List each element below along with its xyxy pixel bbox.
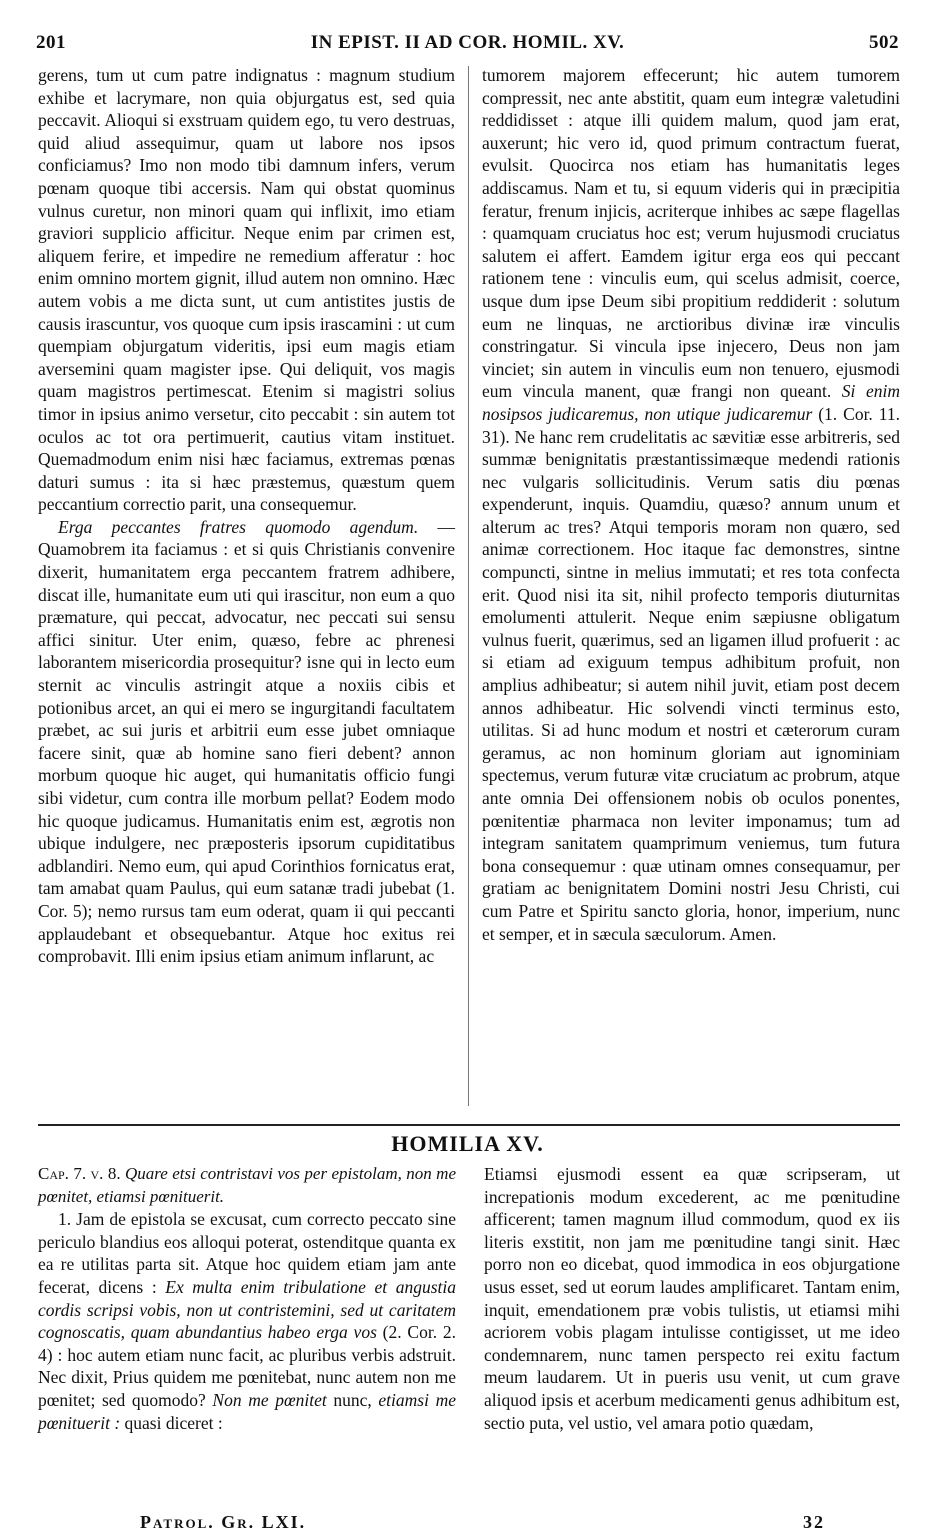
bottom-left-column (38, 1163, 456, 1434)
paragraph-text: quasi diceret : (120, 1412, 223, 1433)
running-header (36, 32, 899, 58)
page-footer (140, 1512, 825, 1536)
verse-text: Quare etsi contristavi vos per epistolam, non me pœnitet, etiamsi pœnituerit. (38, 1164, 456, 1206)
bottom-right-column (484, 1163, 900, 1434)
paragraph-text: Jam de epistola se excusat, cum correcto peccato sine periculo blandius eos alloqui poterat, ostenditque quanta ex ea re utilitas parta sit. Atque hoc quidem etiam jam ante fecerat, dicens : (38, 1209, 456, 1297)
paragraph-number: 1. (58, 1209, 72, 1230)
paragraph: Etiamsi ejusmodi essent ea quæ scripseram, ut increpationis modum excederent, ac me pœnitudine afficerent; tamen magnum illud commodum, quod ex iis literis exstitit, non jam me pœnitudine tangi sinit. Hæc porro non eo dicebat, quod immodica in eos objurgatione usus esset, sed ut eorum laudes amplificaret. Tantam enim, inquit, emendationem præ vobis tulistis, ut etiamsi mihi acriorem vobis plagam intulisse contigisset, ut me ideo condemnarem, nunc tamen perspecto rei exitu factum meum laudarem. Ut in pueris usu venit, ut cum grave aliquod ipsis et acerbum medicamenti genus adhibitum est, sectio puta, vel ustio, vel amara potio quædam, (484, 1164, 900, 1433)
running-title: IN EPIST. II AD COR. HOMIL. XV. (310, 32, 625, 53)
scripture-quote: etiamsi me pœnituerit : (38, 1389, 456, 1433)
homily-title: HOMILIA XV. (391, 1131, 544, 1156)
column-divider (468, 66, 469, 1106)
left-page-number: 201 (36, 32, 66, 53)
footer-signature: Patrol. Gr. LXI. (140, 1512, 307, 1532)
scripture-quote: Si enim nosipsos judicaremus, non utique judicaremur (482, 381, 900, 424)
section-heading: Erga peccantes fratres quomodo agendum. (58, 516, 419, 537)
paragraph-text: tumorem majorem effecerunt; hic autem tumorem compressit, nec ante abstitit, quam eum integræ valetudini reddidisset : atque illi quidem malum, quod jam erat, auxerunt; hic vero id, quod primum contractum fuerat, evulsit. Quocirca nos etiam has humanitatis leges addiscamus. Nam et tu, si equum videris qui in præcipitia feratur, frenum injicis, acriterque inhibes ac sæpe flagellas : quamquam cruciatus hoc est; verum hujusmodi cruciatus salutem ei affert. Eamdem igitur erga eos qui peccant rationem tene : vinculis eum, qui scelus admisit, coerce, usque dum ipse Deum sibi propitium reddiderit : solutum eum ne linquas, ne arctioribus divinæ iræ vinculis constringatur. Si vincula ipse injecero, Deus non jam vinciet; sin autem in vinculis eum non tenuero, ejusmodi eum vincula manent, quæ frangi non queant. (482, 65, 900, 402)
paragraph: gerens, tum ut cum patre indignatus : magnum studium exhibe et lacrymare, non quia objurgatus est, sed quia peccavit. Alioqui si exstruam quidem ego, tu vero destruas, quid aliud assequimur, quam ut labore nos ipsos conficiamus? Imo non modo tibi damnum infers, verum pœnam quoque tibi accersis. Nam qui obstat quominus vulnus curetur, non minori quam qui inflixit, imo etiam graviori supplicio afficitur. Neque enim par crimen est, aliquem ferire, et impedire ne remedium afferatur : hoc enim omnino mortem gignit, illud autem non omnino. Hæc autem vobis a me dicta sunt, ut cum antistites justis de causis irascuntur, vos quoque cum ipsis irascamini : ut cum quempiam objurgatum videritis, ipsi eum magis etiam aversemini quam magister ipse. Qui deliquit, vos magis quam magistros pertimescat. Etenim si magistri solius timor in ipsius animo versetur, cito peccabit : sin autem tot oculos ac tot ora pertimuerit, cautius vitam instituet. Quemadmodum enim nisi hæc faciamus, extremas pœnas daturi sumus : ita si hæc præstemus, quæstum quem peccantium correctio parit, una consequemur. (38, 65, 455, 515)
scripture-quote: Non me pœnitet (212, 1389, 327, 1410)
chapter-label: Cap. 7. v. 8. (38, 1164, 121, 1183)
top-right-column (482, 64, 900, 945)
paragraph-text: Ne hanc rem crudelitatis ac sævitiæ esse arbitreris, sed summæ benignitatis præstantissimæque medendi rationis nec vulgaris sollicitudinis. Verum satis diu pœnas expenderunt, inquis. Quamdiu, quæso? annum unum et alterum ac tres? Atqui temporis moram non quæro, sed animæ correctionem. Hoc itaque fac demonstres, sintne compuncti, sintne in melius immutati; et res tota confecta erit. Quod nisi ita sit, nihil profecto temporis diuturnitas emolumenti attulerit. Neque enim sæpiusne obligatum vulnus fuerit, quærimus, sed an ligamen illud profuerit : ac si etiam ad exiguum tempus adhibitum profuit, non amplius adhibeatur; si autem nihil juvit, etiam post decem annos adhibeatur. Hic solvendi vincti terminus esto, utilitas. Si ad hunc modum et nostri et cæterorum curam geramus, ac non hominum gloriam aut ignominiam spectemus, verum futuræ vitæ cruciatum ac probrum, atque ante omnia Dei offensionem nobis ob oculos ponentes, pœnitentiæ pharmaca non leviter imponamus; tum ad integram sanitatem quamprimum veniemus, tum futura bona consequemur : quæ utinam omnes consequamur, per gratiam ac benignitatem Domini nostri Jesu Christi, cui cum Patre et Spiritu sancto gloria, honor, imperium, nunc et semper, et in sæcula sæculorum. Amen. (482, 426, 900, 944)
scripture-quote: Ex multa enim tribulatione et angustia cordis scripsi vobis, non ut contristemini, sed ut caritatem cognoscatis, quam abundantius habeo erga vos (38, 1276, 456, 1343)
footer-sheet-number: 32 (803, 1512, 825, 1532)
paragraph (38, 1208, 456, 1434)
paragraph-text: (2. Cor. 2. 4) : hoc autem etiam nunc facit, ac pluribus verbis adstruit. Nec dixit, Prius quidem me pœnitebat, nunc autem non me pœnitet; sed quomodo? (38, 1322, 456, 1410)
right-page-number: 502 (869, 32, 899, 53)
paragraph-text: — Quamobrem ita faciamus : et si quis Christianis convenire dixerit, humanitatem erga peccantem fratrem adhibere, discat ille, humanitate eum uti qui irascitur, non eum a quo præmature, qui peccat, advocatur, nec peccati sui sensu affici sinitur. Uter enim, quæso, febre ac phrenesi laborantem misericordia prosequitur? isne qui in lecto eum sternit ac vinculis astringit atque a noxiis cibis et potionibus arcet, an qui ei mero se ingurgitandi facultatem præbet, ac sui juris et arbitrii eum esse jubet omniaque facere sinit, quæ ab homine sano fieri debent? annon morbum quoque hic auget, qui humanitatis officio fungi sibi videtur, cum contra ille morbum pellat? Eodem modo hic quoque judicamus. Humanitatis enim est, ægrotis non ubique indulgere, nec præposteris ipsorum cupiditatibus adblandiri. Nemo eum, qui apud Corinthios fornicatus erat, tam amabat quam Paulus, qui eum satanæ tradi jubebat (1. Cor. 5); nemo rursus tam eum oderat, quam ii qui peccanti applaudebant et obsequebantur. Atque hoc exitus rei comprobavit. Illi enim ipsius etiam animum inflarunt, ac (38, 516, 455, 967)
paragraph (482, 64, 900, 945)
paragraph (38, 516, 455, 968)
section-rule (38, 1124, 900, 1126)
paragraph-text: nunc, (326, 1389, 379, 1410)
chapter-verse-heading (38, 1163, 456, 1208)
scripture-reference: (1. Cor. 11. 31). (482, 403, 900, 447)
top-left-column (38, 64, 455, 968)
